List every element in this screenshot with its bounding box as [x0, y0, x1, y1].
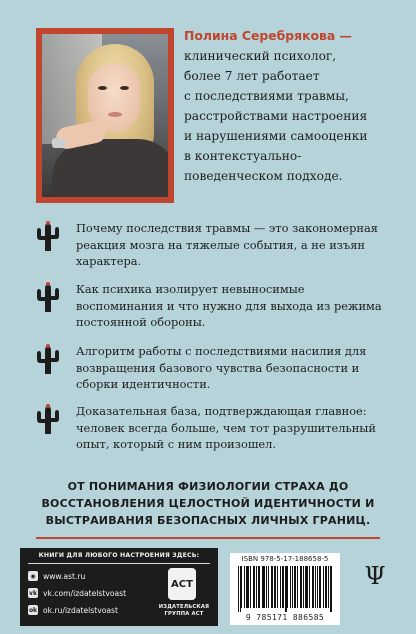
back-cover-slogan: ОТ ПОНИМАНИЯ ФИЗИОЛОГИИ СТРАХА ДО ВОССТАНОВЛЕНИЯ ЦЕЛОСТНОЙ ИДЕНТИЧНОСТИ И ВЫСТРАИВАНИЯ БЕЗОПАСНЫХ ЛИЧНЫХ ГРАНИЦ.	[41, 480, 375, 527]
barcode-bar	[248, 566, 249, 608]
barcode-bar	[262, 566, 263, 608]
barcode-bar	[254, 566, 255, 608]
barcode-bar	[258, 566, 259, 608]
cactus-icon	[34, 281, 60, 313]
bio-line: более 7 лет работает	[184, 69, 320, 83]
footer-link-text: www.ast.ru	[43, 571, 86, 581]
isbn-barcode	[230, 553, 340, 625]
barcode-bar	[301, 566, 302, 608]
bio-line: поведенческом подходе.	[184, 169, 343, 183]
barcode-bar	[256, 566, 257, 608]
cactus-icon	[34, 343, 60, 375]
barcode-bar	[275, 566, 276, 608]
vk-icon: vk	[29, 589, 37, 597]
footer-link-vk[interactable]	[28, 588, 126, 598]
barcode-bar	[272, 566, 273, 608]
barcode-bar	[247, 566, 248, 608]
barcode-bar	[309, 566, 310, 608]
bio-line: и нарушениями самооценки	[184, 129, 368, 143]
key-point-text: Доказательная база, подтверждающая главное: человек всегда больше, чем тот разрушительный опыт, который с ним произошел.	[76, 404, 376, 451]
photo-eye-left	[98, 86, 107, 90]
barcode-bar	[259, 566, 260, 608]
globe-icon: ◉	[28, 571, 38, 581]
photo-lips	[108, 112, 122, 117]
key-point-text: Алгоритм работы с последствиями насилия для возвращения базового чувства безопасности и сборки идентичности.	[76, 344, 367, 391]
bio-line: расстройствами настроения	[184, 109, 368, 123]
barcode-bar	[263, 566, 264, 608]
footer-link-text: ok.ru/izdatelstvoast	[43, 605, 118, 615]
barcode-bar	[238, 566, 239, 612]
barcode-bar	[241, 566, 242, 608]
author-photo-frame	[36, 28, 174, 203]
barcode-bar	[290, 566, 291, 608]
barcode-bar	[280, 566, 281, 608]
cactus-icon	[34, 403, 60, 435]
key-point-text: Почему последствия травмы — это закономерная реакция мозга на тяжелые события, а не изъян характера.	[76, 221, 378, 268]
accent-divider	[36, 537, 380, 539]
barcode-bar	[330, 566, 331, 612]
barcode-bar	[264, 566, 265, 608]
barcode-bar	[303, 566, 304, 608]
barcode-bar	[286, 566, 287, 612]
photo-watch	[52, 138, 66, 148]
barcode-bar	[287, 566, 288, 608]
ast-logo: ACT	[168, 568, 196, 600]
barcode-bar	[271, 566, 272, 608]
author-bio	[184, 26, 404, 186]
publisher-name	[158, 604, 210, 617]
photo-eye-right	[120, 86, 129, 90]
barcode-bar	[319, 566, 320, 608]
barcode-bar	[317, 566, 318, 608]
barcode-bar	[315, 566, 316, 608]
author-photo	[42, 34, 168, 197]
barcode-bar	[328, 566, 329, 608]
publisher-line: ИЗДАТЕЛЬСКАЯ	[158, 604, 210, 610]
barcode-bar	[253, 566, 254, 608]
footer-divider	[28, 563, 210, 564]
footer-heading: КНИГИ ДЛЯ ЛЮБОГО НАСТРОЕНИЯ ЗДЕСЬ:	[38, 552, 200, 559]
isbn-text: ISBN 978-5-17-188658-5	[241, 555, 329, 563]
bio-line: с последствиями травмы,	[184, 89, 349, 103]
barcode-bar	[331, 566, 332, 612]
barcode-bar	[297, 566, 298, 608]
barcode-bar	[312, 566, 313, 608]
footer-link-text: vk.com/izdatelstvoast	[43, 588, 127, 598]
ok-icon: ok	[28, 606, 38, 614]
barcode-bar	[323, 566, 324, 608]
barcode-bar	[283, 566, 284, 608]
barcode-bar	[277, 566, 278, 608]
barcode-bar	[294, 566, 295, 608]
bio-line: клинический психолог,	[184, 49, 337, 63]
cactus-icon	[34, 220, 60, 252]
barcode-bar	[307, 566, 308, 608]
barcode-bar	[266, 566, 267, 608]
barcode-bar	[292, 566, 293, 608]
imprint-logo: Ψ	[364, 562, 386, 590]
barcode-bar	[305, 566, 306, 608]
barcode-bar	[250, 566, 251, 608]
barcode-bar	[244, 566, 245, 608]
footer-link-ok[interactable]	[28, 605, 118, 615]
barcode-bar	[268, 566, 269, 608]
key-point-text: Как психика изолирует невыносимые воспоминания и что нужно для выхода из режима постоянной обороны.	[76, 282, 382, 329]
barcode-bar	[313, 566, 314, 608]
barcode-bar	[246, 566, 247, 608]
barcode-digits: 9 785171 886585	[245, 613, 325, 622]
footer-link-site[interactable]	[28, 571, 85, 581]
barcode-bar	[295, 566, 296, 608]
barcode-bar	[326, 566, 327, 608]
barcode-bar	[300, 566, 301, 608]
barcode-bar	[285, 566, 286, 612]
barcode-bar	[274, 566, 275, 608]
publisher-footer	[20, 548, 218, 626]
barcode-bar	[240, 566, 241, 612]
bio-line: в контекстуально-	[184, 149, 302, 163]
publisher-line: ГРУППА АСТ	[164, 610, 204, 617]
author-name: Полина Серебрякова —	[184, 28, 352, 43]
barcode-bar	[306, 566, 307, 608]
barcode-bar	[320, 566, 321, 608]
barcode-icon	[238, 566, 332, 612]
barcode-bar	[282, 566, 283, 608]
barcode-bar	[325, 566, 326, 608]
